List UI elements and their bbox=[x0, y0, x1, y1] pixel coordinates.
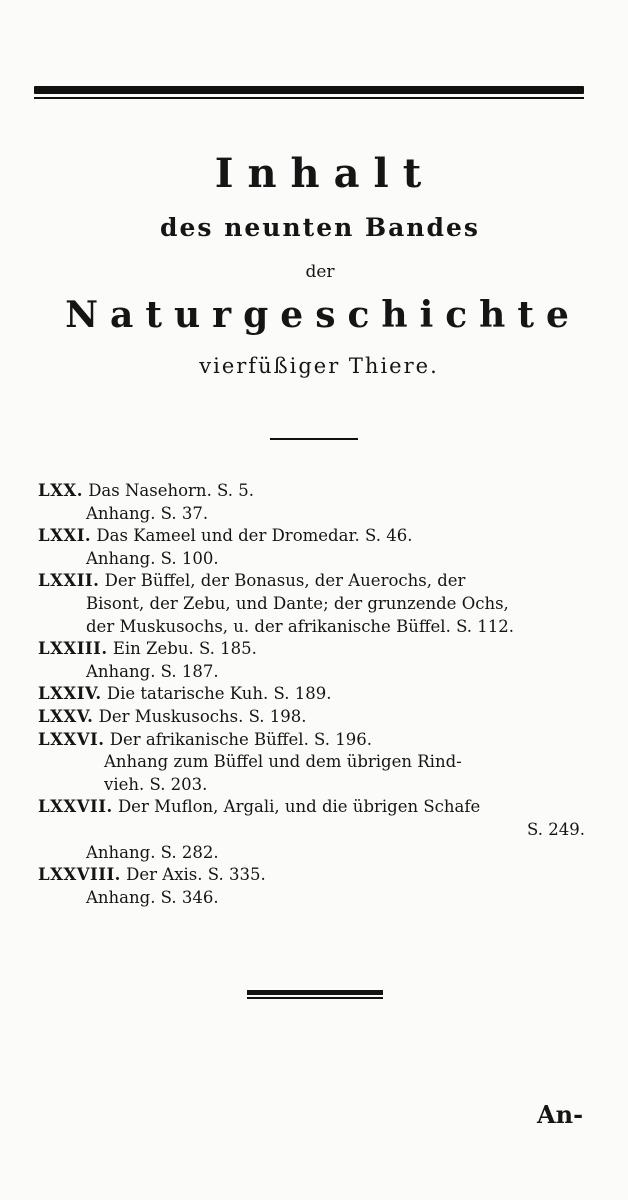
title-main: Inhalt bbox=[214, 150, 436, 197]
bottom-ornament-rule bbox=[247, 990, 383, 999]
toc-entry-lxxiv bbox=[38, 683, 593, 706]
toc-continuation bbox=[38, 593, 593, 616]
toc-entry-lxxvi bbox=[38, 729, 593, 752]
entry-text: Anhang zum Büffel und dem übrigen Rind- bbox=[104, 752, 462, 772]
entry-text: Das Nasehorn. S. 5. bbox=[88, 481, 255, 500]
entry-text: Der Muflon, Argali, und die übrigen Schafe bbox=[117, 797, 481, 817]
chapter-number: LXXII. bbox=[38, 571, 100, 591]
top-double-rule bbox=[34, 86, 584, 99]
chapter-number: LXXIV. bbox=[38, 684, 102, 704]
toc-appendix bbox=[38, 842, 593, 865]
title-block bbox=[0, 150, 628, 378]
entry-text: Anhang. S. 100. bbox=[86, 548, 219, 568]
entry-text: Der Büffel, der Bonasus, der Auerochs, der bbox=[104, 571, 466, 591]
entry-text: Anhang. S. 282. bbox=[86, 842, 219, 862]
chapter-number: LXXIII. bbox=[38, 639, 108, 659]
entry-text: Das Kameel und der Dromedar. S. 46. bbox=[96, 526, 413, 546]
title-animals: vierfüßiger Thiere. bbox=[199, 354, 439, 378]
chapter-number: LXXVIII. bbox=[38, 865, 121, 885]
toc-entry-lxxviii bbox=[38, 864, 593, 887]
toc-entry-lxxv bbox=[38, 706, 593, 729]
entry-text: der Muskusochs, u. der afrikanische Büffel. S. 112. bbox=[86, 616, 515, 636]
chapter-number: LXXVI. bbox=[38, 729, 105, 749]
toc-appendix bbox=[38, 503, 593, 526]
toc-entry-lxxii bbox=[38, 570, 593, 593]
title-article: der bbox=[305, 262, 335, 282]
title-volume: des neunten Bandes bbox=[160, 213, 480, 242]
toc-continuation bbox=[38, 616, 593, 639]
chapter-number: LXX. bbox=[38, 481, 83, 500]
toc-appendix bbox=[38, 548, 593, 571]
table-of-contents bbox=[38, 480, 593, 909]
toc-entry-lxxi bbox=[38, 525, 593, 548]
toc-entry-lxxiii bbox=[38, 638, 593, 661]
catchword: An- bbox=[537, 1100, 584, 1129]
toc-page-ref bbox=[38, 819, 593, 842]
entry-text: Der Muskusochs. S. 198. bbox=[98, 706, 307, 726]
chapter-number: LXXVII. bbox=[38, 797, 113, 817]
title-divider bbox=[270, 438, 358, 440]
entry-text: Der afrikanische Büffel. S. 196. bbox=[109, 729, 373, 749]
entry-text: Ein Zebu. S. 185. bbox=[112, 639, 257, 659]
toc-entry-lxxvii bbox=[38, 796, 593, 819]
entry-text: Bisont, der Zebu, und Dante; der grunzende Ochs, bbox=[86, 593, 509, 613]
entry-text: Der Axis. S. 335. bbox=[126, 865, 266, 885]
entry-text: S. 249. bbox=[527, 819, 585, 839]
entry-text: vieh. S. 203. bbox=[104, 774, 208, 794]
toc-appendix bbox=[38, 887, 593, 910]
entry-text: Anhang. S. 37. bbox=[86, 503, 209, 523]
chapter-number: LXXI. bbox=[38, 526, 92, 546]
toc-entry-lxx bbox=[38, 480, 593, 503]
chapter-number: LXXV. bbox=[38, 706, 94, 726]
toc-continuation bbox=[38, 774, 593, 797]
title-subject: Naturgeschichte bbox=[65, 294, 581, 336]
toc-appendix bbox=[38, 751, 593, 774]
entry-text: Anhang. S. 346. bbox=[86, 887, 219, 907]
toc-appendix bbox=[38, 661, 593, 684]
entry-text: Die tatarische Kuh. S. 189. bbox=[106, 684, 332, 704]
entry-text: Anhang. S. 187. bbox=[86, 661, 219, 681]
